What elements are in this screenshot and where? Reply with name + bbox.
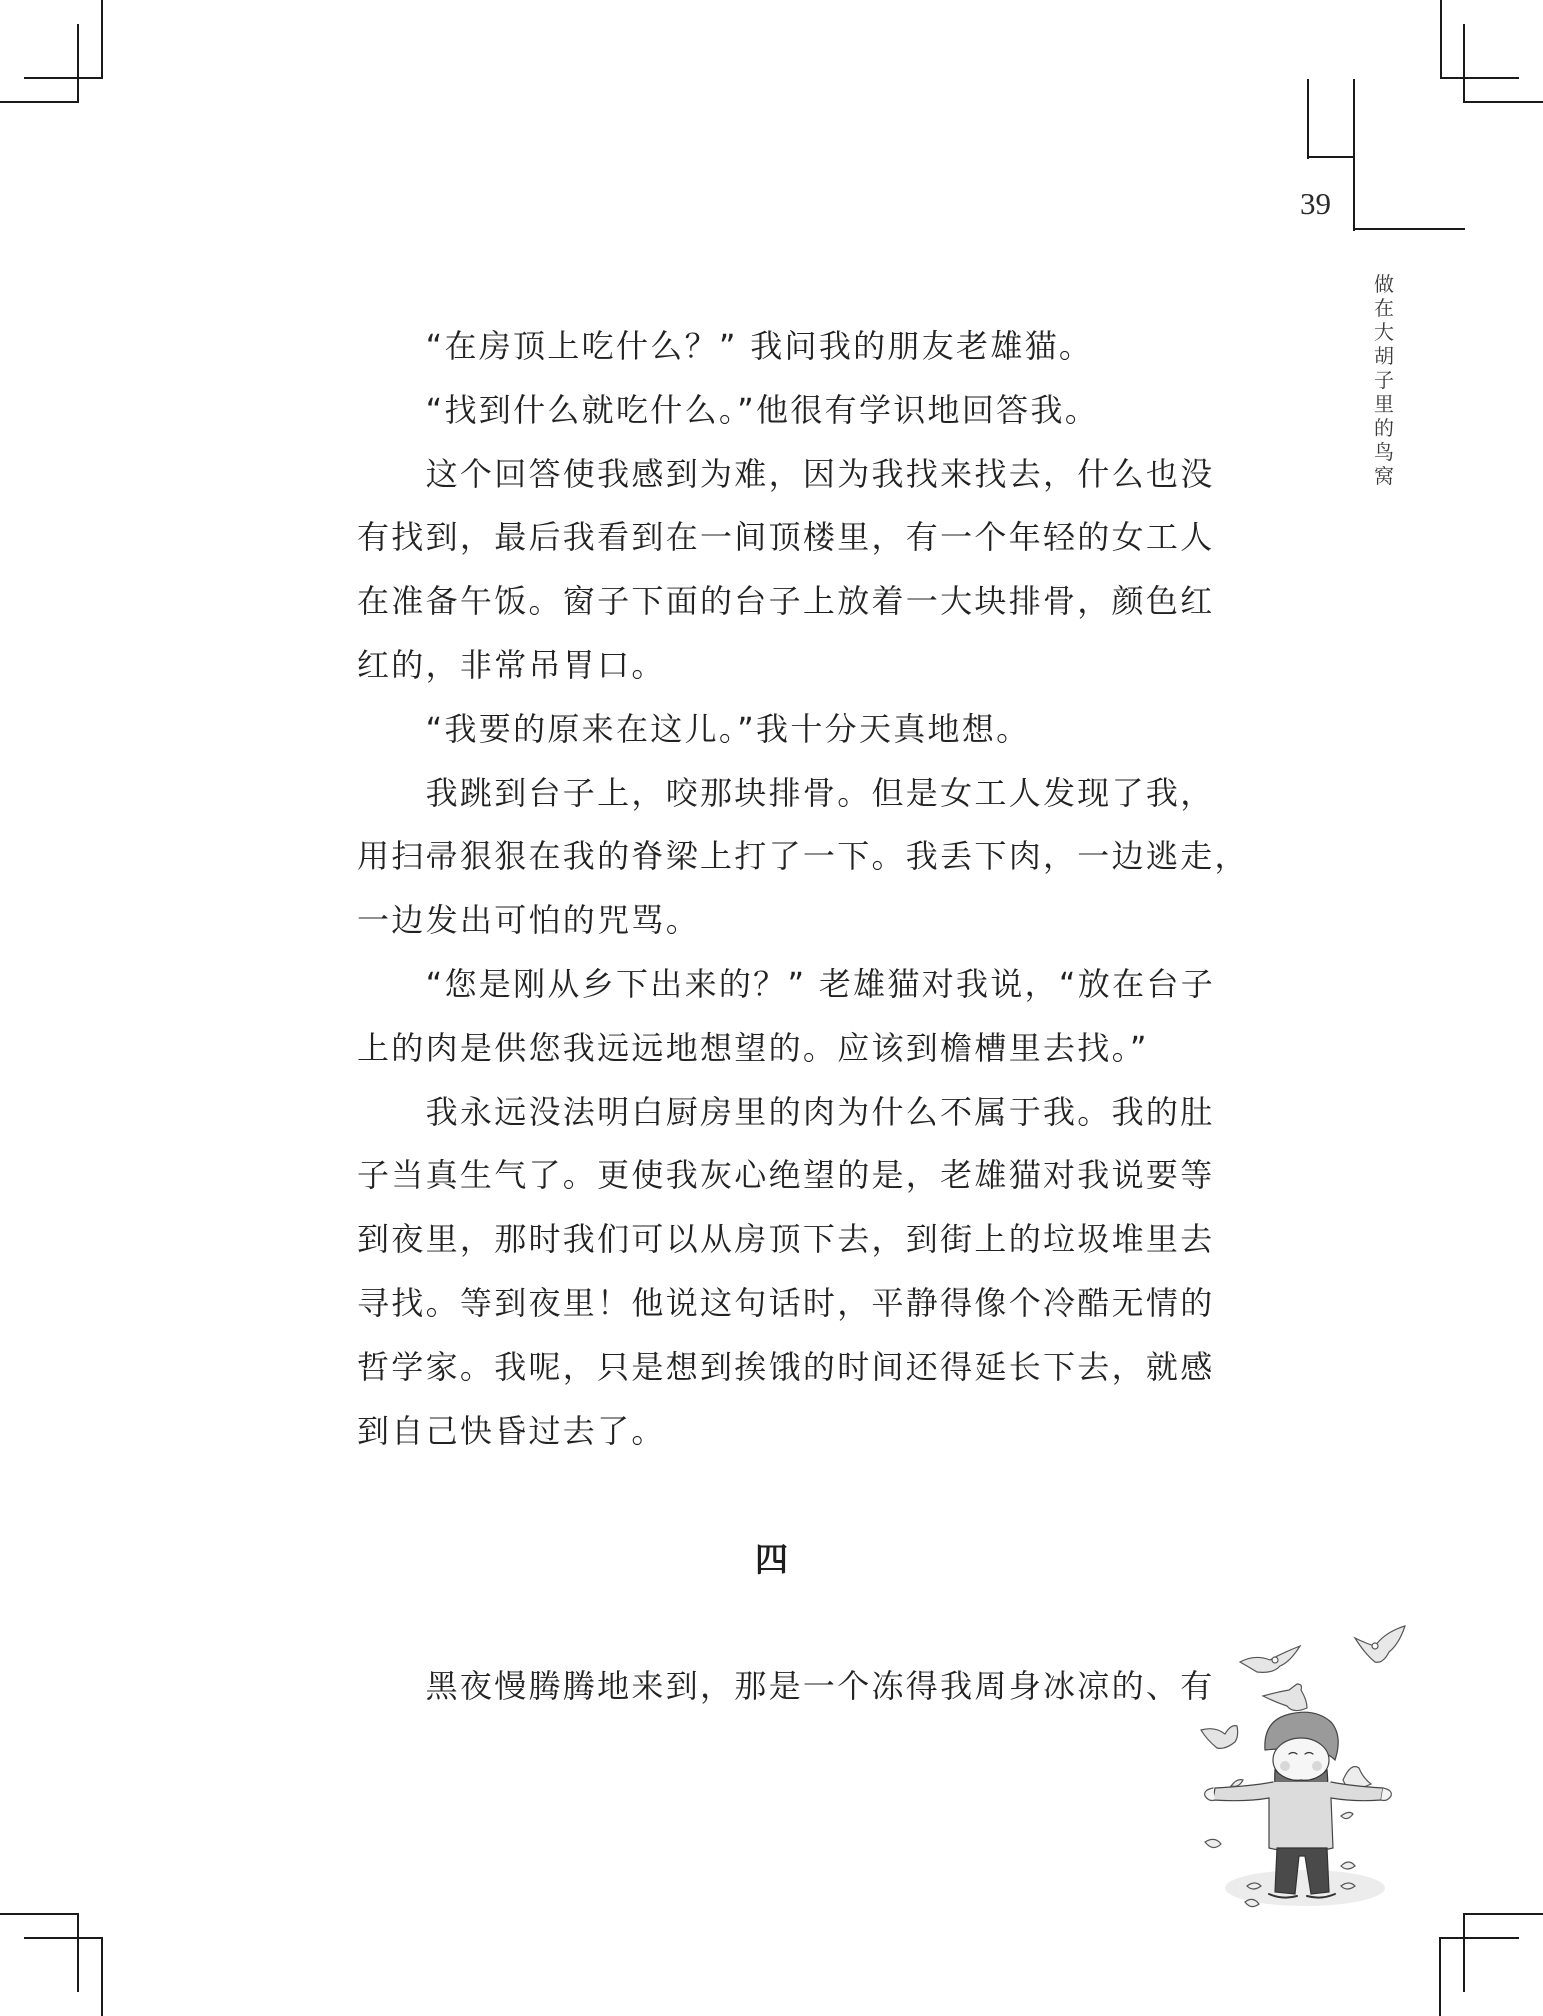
text-line: 到自己快昏过去了。 (357, 1411, 666, 1450)
crop-mark-line (1440, 0, 1442, 79)
crop-mark-line (77, 24, 79, 103)
running-title-char: 做 (1374, 272, 1394, 296)
crop-mark-line (0, 101, 79, 103)
text-line: “我要的原来在这儿。”我十分天真地想。 (425, 709, 1031, 748)
text-line: “找到什么就吃什么。”他很有学识地回答我。 (425, 390, 1100, 429)
text-line: 有找到，最后我看到在一间顶楼里，有一个年轻的女工人 (357, 518, 1215, 557)
text-line: 到夜里，那时我们可以从房顶下去，到街上的垃圾堆里去 (357, 1220, 1215, 1259)
text-line: “您是刚从乡下出来的？” 老雄猫对我说，“放在台子 (425, 964, 1216, 1003)
crop-mark-line (24, 77, 103, 79)
crop-mark-line (101, 1937, 103, 2016)
illustration-bearded-man-birds (1195, 1610, 1435, 1920)
running-title-char: 在 (1374, 296, 1394, 320)
bracket-line (1353, 228, 1465, 230)
body-text (357, 315, 1249, 1463)
text-line: 黑夜慢腾腾地来到，那是一个冻得我周身冰凉的、有 (425, 1667, 1215, 1705)
crop-mark-line (1463, 1913, 1465, 1992)
section-body-text (357, 1655, 1237, 1719)
crop-mark-line (24, 1937, 103, 1939)
bird-icon (1263, 1684, 1307, 1711)
running-title-char: 的 (1374, 416, 1394, 440)
bird-icon (1201, 1726, 1238, 1749)
bird-icon (1355, 1626, 1405, 1662)
running-title-char: 里 (1374, 392, 1394, 416)
crop-mark-line (101, 0, 103, 79)
running-title-char: 鸟 (1374, 440, 1394, 464)
bracket-line (1353, 79, 1355, 231)
text-line: 寻找。等到夜里！他说这句话时，平静得像个冷酷无情的 (357, 1283, 1215, 1322)
text-line: 我跳到台子上，咬那块排骨。但是女工人发现了我， (425, 773, 1215, 812)
crop-mark-line (1439, 1937, 1441, 2016)
text-line: 一边发出可怕的咒骂。 (357, 901, 701, 940)
crop-mark-line (0, 1913, 79, 1915)
section-heading: 四 (755, 1540, 788, 1579)
text-line: 子当真生气了。更使我灰心绝望的是，老雄猫对我说要等 (357, 1156, 1215, 1195)
bearded-man-illustration-icon (1195, 1610, 1435, 1920)
crop-mark-line (1440, 1937, 1519, 1939)
text-line: 我永远没法明白厨房里的肉为什么不属于我。我的肚 (425, 1092, 1215, 1131)
crop-mark-line (1440, 77, 1519, 79)
crop-mark-line (1463, 24, 1465, 103)
text-line: 上的肉是供您我远远地想望的。应该到檐槽里去找。” (357, 1028, 1149, 1067)
text-line: “在房顶上吃什么？” 我问我的朋友老雄猫。 (425, 327, 1094, 365)
running-title-char: 胡 (1374, 344, 1394, 368)
crop-mark-line (1464, 1913, 1543, 1915)
text-line: 哲学家。我呢，只是想到挨饿的时间还得延长下去，就感 (357, 1347, 1215, 1386)
page-number: 39 (1300, 186, 1331, 221)
bracket-line (1307, 79, 1309, 159)
text-line: 这个回答使我感到为难，因为我找来找去，什么也没 (425, 454, 1215, 493)
text-line: 红的，非常吊胃口。 (357, 645, 666, 684)
text-line: 在准备午饭。窗子下面的台子上放着一大块排骨，颜色红 (357, 582, 1215, 621)
crop-mark-line (77, 1913, 79, 1992)
crop-mark-line (1463, 101, 1543, 103)
running-title-vertical (1372, 272, 1396, 488)
running-title-char: 窝 (1374, 464, 1394, 488)
bird-icon (1240, 1646, 1300, 1672)
running-title-char: 子 (1374, 368, 1394, 392)
text-line: 用扫帚狠狠在我的脊梁上打了一下。我丢下肉，一边逃走， (357, 837, 1249, 876)
running-title-char: 大 (1374, 320, 1394, 344)
bracket-line (1307, 156, 1355, 158)
